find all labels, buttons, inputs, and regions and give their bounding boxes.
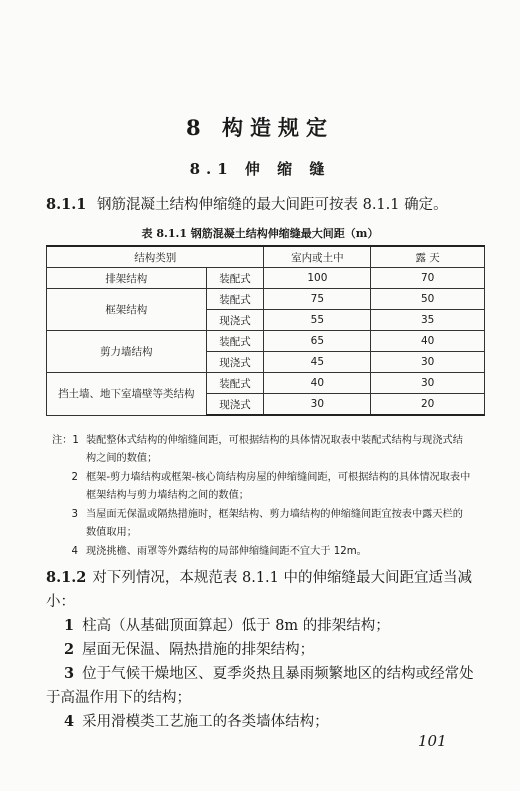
clause-text: 钢筋混凝土结构伸缩缝的最大间距可按表 8.1.1 确定。	[96, 197, 448, 213]
construction-method: 现浇式	[206, 310, 264, 331]
note-item	[52, 543, 472, 561]
header-outdoor: 露 天	[371, 246, 485, 268]
note-text: 现浇挑檐、雨罩等外露结构的局部伸缩缝间距不宜大于 12m。	[86, 546, 367, 557]
structure-category: 排架结构	[47, 268, 207, 289]
list-item	[46, 662, 476, 710]
clause-number: 8.1.2	[46, 569, 87, 586]
table-header-row	[47, 246, 485, 268]
note-label: 4	[71, 546, 78, 557]
clause-text: 对下列情况，本规范表 8.1.1 中的伸缩缝最大间距宜适当减小：	[46, 570, 472, 610]
header-structure-type: 结构类别	[47, 246, 264, 268]
outdoor-value: 30	[371, 352, 485, 373]
note-item	[52, 432, 472, 468]
clause-number: 8.1.1	[46, 196, 87, 213]
construction-method: 装配式	[206, 268, 264, 289]
clause-8-1-2	[46, 566, 476, 614]
note-item	[52, 506, 472, 542]
item-text: 采用滑模类工艺施工的各类墙体结构；	[82, 714, 329, 730]
item-text: 位于气候干燥地区、夏季炎热且暴雨频繁地区的结构或经常处于高温作用下的结构；	[46, 666, 474, 706]
expansion-joint-table	[46, 245, 485, 416]
structure-category: 挡土墙、地下室墙壁等类结构	[47, 373, 207, 416]
outdoor-value: 50	[371, 289, 485, 310]
construction-method: 装配式	[206, 331, 264, 352]
section-title: 8.1 伸 缩 缝	[189, 160, 331, 178]
item-text: 柱高（从基础顶面算起）低于 8m 的排架结构；	[82, 618, 390, 634]
construction-method: 现浇式	[206, 352, 264, 373]
indoor-value: 55	[264, 310, 371, 331]
list-item	[64, 614, 484, 638]
header-indoor: 室内或土中	[264, 246, 371, 268]
note-text: 当屋面无保温或隔热措施时，框架结构、剪力墙结构的伸缩缝间距宜按表中露天栏的数值取用；	[86, 509, 463, 538]
list-item	[64, 710, 484, 734]
note-label: 2	[71, 472, 78, 483]
clause-8-1-1	[46, 193, 486, 214]
item-number: 1	[64, 617, 75, 634]
construction-method: 现浇式	[206, 394, 264, 416]
item-number: 2	[64, 641, 75, 658]
chapter-title: 8 构造规定	[186, 115, 334, 140]
outdoor-value: 35	[371, 310, 485, 331]
outdoor-value: 70	[371, 268, 485, 289]
structure-category: 框架结构	[47, 289, 207, 331]
indoor-value: 40	[264, 373, 371, 394]
note-text: 框架-剪力墙结构或框架-核心筒结构房屋的伸缩缝间距，可根据结构的具体情况取表中框架结构与剪力墙结构之间的数值；	[86, 472, 471, 501]
outdoor-value: 30	[371, 373, 485, 394]
note-label: 3	[71, 509, 78, 520]
table-notes	[52, 432, 472, 562]
table-caption: 表 8.1.1 钢筋混凝土结构伸缩缝最大间距（m）	[141, 227, 379, 240]
indoor-value: 100	[264, 268, 371, 289]
indoor-value: 65	[264, 331, 371, 352]
item-text: 屋面无保温、隔热措施的排架结构；	[82, 642, 315, 658]
page-number: 101	[418, 732, 447, 750]
indoor-value: 75	[264, 289, 371, 310]
note-text: 装配整体式结构的伸缩缝间距，可根据结构的具体情况取表中装配式结构与现浇式结构之间的数值；	[86, 435, 463, 464]
item-number: 3	[64, 665, 75, 682]
table-row	[47, 331, 485, 352]
table-row	[47, 268, 485, 289]
construction-method: 装配式	[206, 373, 264, 394]
table-row	[47, 289, 485, 310]
outdoor-value: 20	[371, 394, 485, 416]
list-item	[64, 638, 484, 662]
note-label: 注：1	[52, 435, 79, 446]
structure-category: 剪力墙结构	[47, 331, 207, 373]
table-row	[47, 373, 485, 394]
item-number: 4	[64, 713, 75, 730]
indoor-value: 30	[264, 394, 371, 416]
outdoor-value: 40	[371, 331, 485, 352]
indoor-value: 45	[264, 352, 371, 373]
construction-method: 装配式	[206, 289, 264, 310]
note-item	[52, 469, 472, 505]
